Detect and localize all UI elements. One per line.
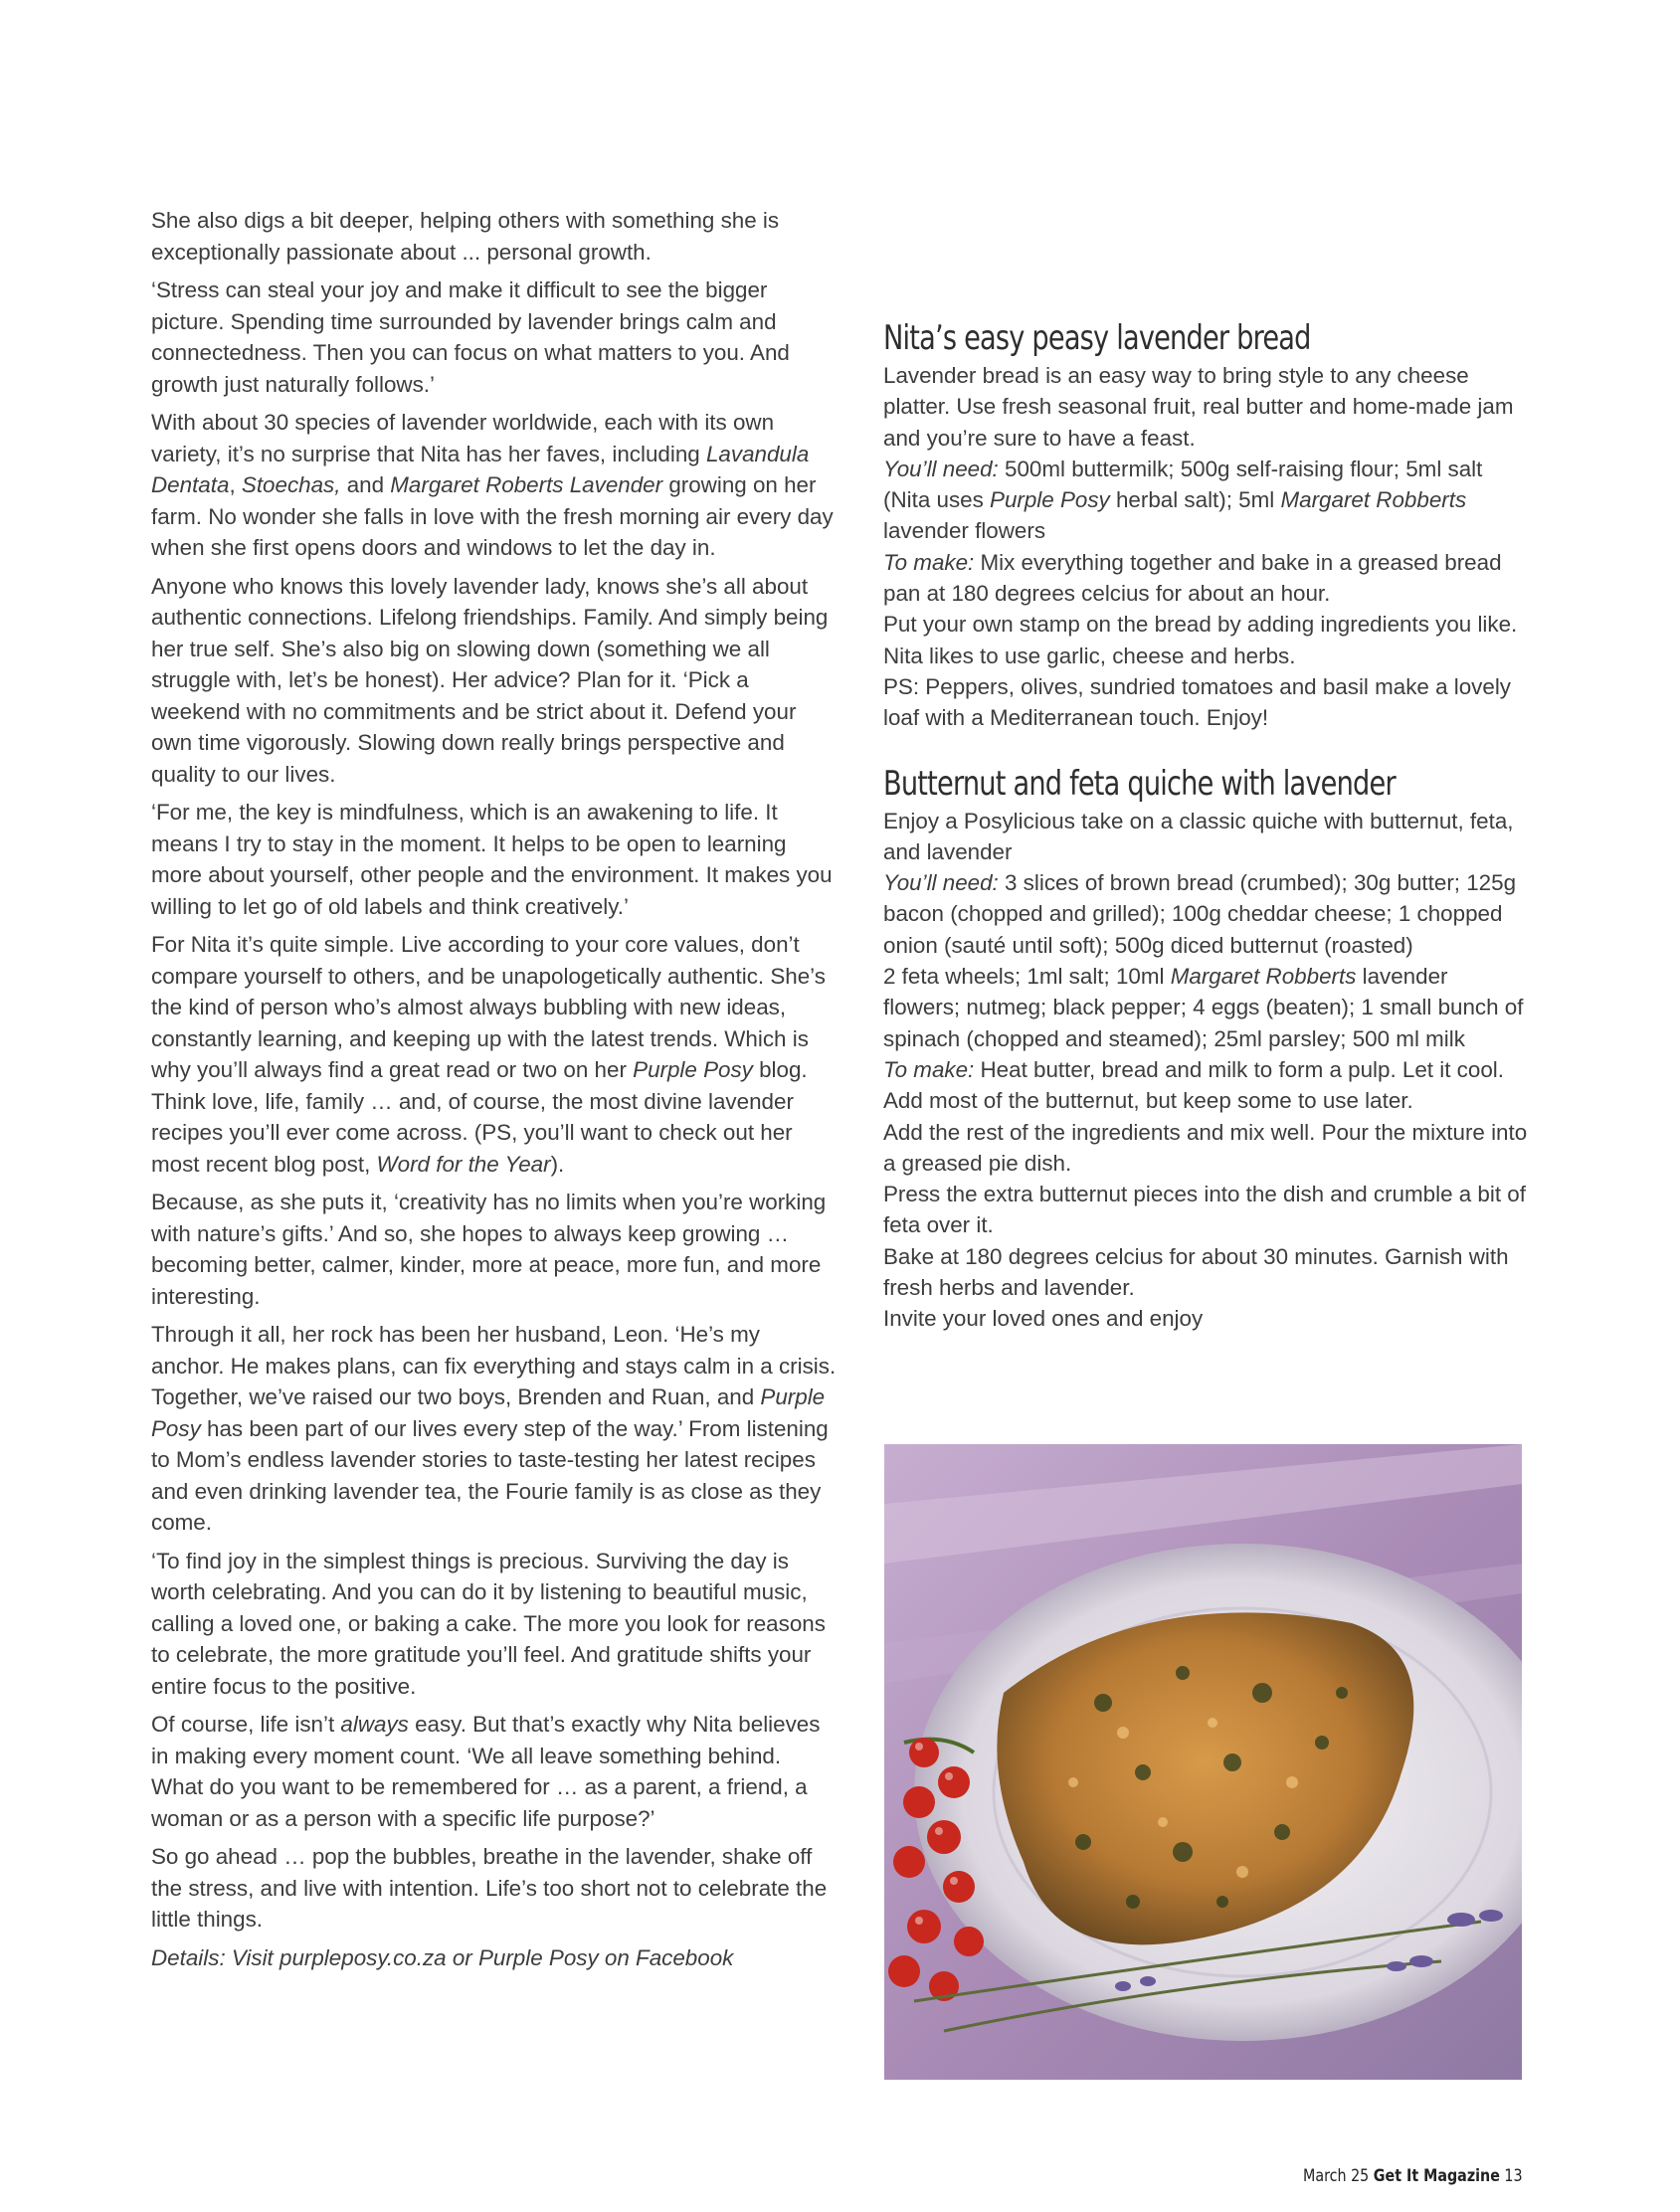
recipe-block — [883, 762, 1530, 1335]
recipe-line — [883, 1054, 1530, 1117]
footer-issue: March 25 — [1303, 2166, 1370, 2186]
article-paragraph — [151, 571, 838, 791]
paragraph-text: Stoechas, — [241, 472, 341, 497]
recipe-text: Invite your loved ones and enjoy — [883, 1306, 1204, 1332]
paragraph-text: Of course, life isn’t — [151, 1712, 341, 1737]
recipe-text: To make: — [883, 1056, 975, 1082]
paragraph-text: ‘Stress can steal your joy and make it difficult to see the bigger picture. Spending time surrounded by lavender brings calm and connectedness. Then you can focus on what matters to you. And growth just naturally follows.’ — [151, 277, 790, 397]
paragraph-text: Lavandula Dentata — [151, 441, 810, 497]
paragraph-text: Margaret Roberts Lavender — [390, 472, 663, 497]
recipe-line — [883, 1179, 1530, 1241]
recipe-line — [883, 961, 1530, 1054]
footer-page-number: 13 — [1504, 2166, 1523, 2186]
paragraph-text: So go ahead … pop the bubbles, breathe in the lavender, shake off the stress, and live with intention. Life’s too short not to celebrate the little things. — [151, 1844, 828, 1932]
paragraph-text: Anyone who knows this lovely lavender lady, knows she’s all about authentic connections. Lifelong friendships. Family. And simply being her true self. She’s also big on slowing down (something we all struggle with, let’s be honest). Her advice? Plan for it. ‘Pick a weekend with no commitments and be strict about it. Defend your own time vigorously. Slowing down really brings perspective and quality to our lives. — [151, 573, 829, 787]
paragraph-text: Purple Posy — [633, 1057, 753, 1082]
recipe-line — [883, 360, 1530, 454]
paragraph-text: Word for the Year — [376, 1151, 551, 1177]
paragraph-text: With about 30 species of lavender worldwide, each with its own variety, it’s no surprise that Nita has her faves, including — [151, 410, 775, 466]
recipe-line — [883, 547, 1530, 610]
paragraph-text: For Nita it’s quite simple. Live according to your core values, don’t compare yourself to others, and be unapologetically authentic. She’s the kind of person who’s almost always bubbling with new ideas, constantly learning, and keeping up with the latest trends. Which is why you’ll always find a great read or two on her — [151, 932, 826, 1082]
article-details: Details: Visit purpleposy.co.za or Purple Posy on Facebook — [151, 1944, 734, 1970]
article-paragraph — [151, 929, 838, 1180]
recipe-text: herbal salt); 5ml — [1109, 487, 1281, 513]
paragraph-text: Because, as she puts it, ‘creativity has no limits when you’re working with nature’s gifts.’ And so, she hopes to always keep growing … becoming better, calmer, kinder, more at peace, more fun, and more interesting. — [151, 1190, 827, 1309]
recipe-text: Margaret Robberts — [1280, 487, 1467, 513]
recipe-title: Butternut and feta quiche with lavender — [883, 763, 1396, 804]
article-paragraph — [151, 1709, 838, 1834]
paragraph-text: Purple Posy — [151, 1384, 826, 1441]
quiche-photo — [884, 1444, 1522, 2080]
recipe-text: Bake at 180 degrees celcius for about 30 minutes. Garnish with fresh herbs and lavender. — [883, 1243, 1509, 1301]
recipe-text: lavender flowers; nutmeg; black pepper; 4 eggs (beaten); 1 small bunch of spinach (chopped and steamed); 25ml parsley; 500 ml milk — [883, 964, 1524, 1051]
recipe-line — [883, 1303, 1530, 1334]
recipe-line — [883, 671, 1530, 734]
recipe-text: Put your own stamp on the bread by adding ingredients you like. Nita likes to use garlic, cheese and herbs. — [883, 612, 1518, 668]
paragraph-text: always — [340, 1712, 409, 1737]
paragraph-text: growing on her farm. No wonder she falls in love with the fresh morning air every day when she first opens doors and windows to let the day in. — [151, 472, 834, 560]
paragraph-text: She also digs a bit deeper, helping others with something she is exceptionally passionate about ... personal growth. — [151, 208, 780, 265]
recipe-title: Nita’s easy peasy lavender bread — [883, 318, 1311, 358]
recipe-text: PS: Peppers, olives, sundried tomatoes and basil make a lovely loaf with a Mediterranean touch. Enjoy! — [883, 673, 1512, 731]
paragraph-text: , — [229, 472, 242, 497]
recipe-line — [883, 867, 1530, 961]
paragraph-text: ‘To find joy in the simplest things is precious. Surviving the day is worth celebrating. And you can do it by listening to beautiful music, calling a loved one, or baking a cake. The more you look for reasons to celebrate, the more gratitude you’ll feel. And gratitude shifts your entire focus to the positive. — [151, 1548, 826, 1699]
paragraph-text: ). — [550, 1151, 565, 1177]
recipe-text: 2 feta wheels; 1ml salt; 10ml — [883, 964, 1171, 990]
paragraph-text: blog. Think love, life, family … and, of course, the most divine lavender recipes you’ll ever come across. (PS, you’ll want to check out her most recent blog post, — [151, 1057, 808, 1177]
page-footer — [1303, 2166, 1523, 2186]
paragraph-text: and — [340, 472, 391, 497]
paragraph-text: Through it all, her rock has been her husband, Leon. ‘He’s my anchor. He makes plans, can fix everything and stays calm in a crisis. Together, we’ve raised our two boys, Brenden and Ruan, and — [151, 1322, 837, 1409]
article-paragraph — [151, 1187, 838, 1312]
recipe-text: Margaret Robberts — [1170, 964, 1357, 990]
recipe-text: Add the rest of the ingredients and mix well. Pour the mixture into a greased pie dish. — [883, 1119, 1528, 1176]
recipe-text: To make: — [883, 549, 975, 575]
recipe-text: You’ll need: — [883, 456, 999, 481]
article-paragraph — [151, 275, 838, 400]
recipe-text: Lavender bread is an easy way to bring style to any cheese platter. Use fresh seasonal fruit, real butter and home-made jam and you’re sure to have a feast. — [883, 363, 1514, 451]
article-paragraph — [151, 1319, 838, 1539]
recipe-line — [883, 806, 1530, 868]
recipe-text: Enjoy a Posylicious take on a classic quiche with butternut, feta, and lavender — [883, 808, 1514, 864]
article-paragraph — [151, 205, 838, 268]
recipe-line — [883, 454, 1530, 547]
recipes-column — [883, 316, 1530, 1363]
recipe-line — [883, 1117, 1530, 1180]
recipe-line — [883, 1241, 1530, 1304]
recipe-text: 3 slices of brown bread (crumbed); 30g butter; 125g bacon (chopped and grilled); 100g cheddar cheese; 1 chopped onion (sauté until soft); 500g diced butternut (roasted) — [883, 870, 1517, 958]
recipe-text: lavender flowers — [883, 518, 1046, 544]
article-paragraph — [151, 797, 838, 922]
article-paragraph — [151, 1841, 838, 1936]
footer-magazine: Get It Magazine — [1374, 2166, 1501, 2186]
recipe-text: You’ll need: — [883, 870, 999, 896]
recipe-text: Purple Posy — [990, 487, 1110, 513]
recipe-block — [883, 316, 1530, 734]
paragraph-text: has been part of our lives every step of the way.’ From listening to Mom’s endless lavender stories to taste-testing her latest recipes and even drinking lavender tea, the Fourie family is as close as they come. — [151, 1415, 829, 1535]
article-paragraph — [151, 407, 838, 564]
recipe-line — [883, 609, 1530, 671]
paragraph-text: easy. But that’s exactly why Nita believes in making every moment count. ‘We all leave something behind. What do you want to be remembered for … as a parent, a friend, a woman or as a person with a specific life purpose?’ — [151, 1712, 821, 1831]
recipe-text: Press the extra butternut pieces into the dish and crumble a bit of feta over it. — [883, 1182, 1526, 1238]
article-column — [151, 205, 838, 1980]
recipe-text: Mix everything together and bake in a greased bread pan at 180 degrees celcius for about an hour. — [883, 549, 1502, 607]
recipe-text: Heat butter, bread and milk to form a pulp. Let it cool. Add most of the butternut, but keep some to use later. — [883, 1056, 1504, 1114]
article-paragraph — [151, 1546, 838, 1703]
paragraph-text: ‘For me, the key is mindfulness, which is an awakening to life. It means I try to stay in the moment. It helps to be open to learning more about yourself, other people and the environment. It makes you willing to let go of old labels and think creatively.’ — [151, 800, 833, 919]
recipe-text: 500ml buttermilk; 500g self-raising flour; 5ml salt (Nita uses — [883, 456, 1483, 513]
